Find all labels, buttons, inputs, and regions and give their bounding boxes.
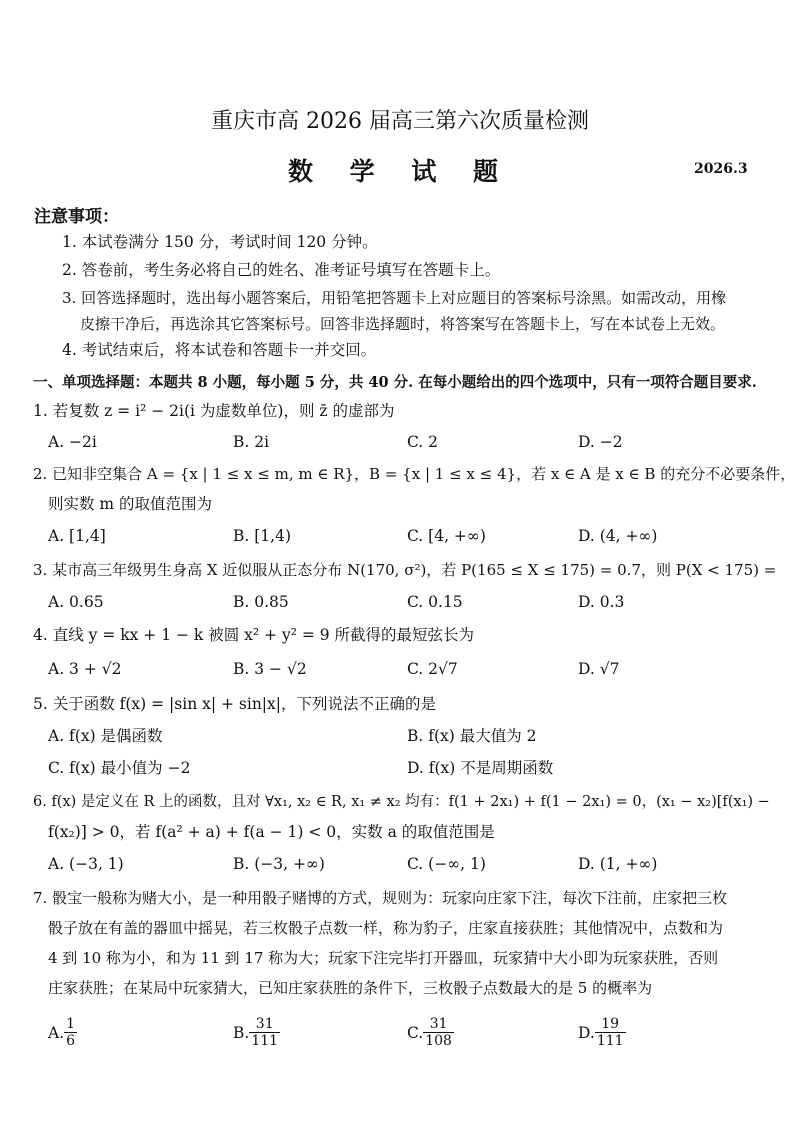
denominator: 111 xyxy=(251,1033,279,1049)
notice-item: 1. 本试卷满分 150 分，考试时间 120 分钟。 xyxy=(62,233,378,251)
option-letter: D. xyxy=(578,1023,595,1042)
q1-option-b: B. 2i xyxy=(233,433,270,451)
exam-date: 2026.3 xyxy=(694,161,748,177)
option-letter: C. xyxy=(407,1023,424,1042)
q4-option-d: D. √7 xyxy=(578,660,620,678)
q7-option-a xyxy=(48,1016,77,1049)
notice-item: 皮擦干净后，再选涂其它答案标号。回答非选择题时，将答案写在答题卡上，写在本试卷上无效。 xyxy=(80,315,726,333)
numerator: 19 xyxy=(595,1016,626,1033)
question-6-line-2: f(x₂)] > 0，若 f(a² + a) + f(a − 1) < 0，实数 a 的取值范围是 xyxy=(48,823,495,841)
question-5: 5. 关于函数 f(x) = |sin x| + sin|x|，下列说法不正确的是 xyxy=(33,695,436,713)
question-3: 3. 某市高三年级男生身高 X 近似服从正态分布 N(170, σ²)，若 P(165 ≤ X ≤ 175) = 0.7，则 P(X < 175) = xyxy=(33,561,777,579)
fraction xyxy=(595,1016,626,1049)
question-7-line-4: 庄家获胜；在某局中玩家猜大，已知庄家获胜的条件下，三枚骰子点数最大的是 5 的概率为 xyxy=(48,979,653,997)
q2-option-d: D. (4, +∞) xyxy=(578,527,658,545)
fraction xyxy=(64,1016,77,1049)
numerator: 31 xyxy=(249,1016,280,1033)
q1-option-d: D. −2 xyxy=(578,433,623,451)
q5-option-a: A. f(x) 是偶函数 xyxy=(48,727,163,745)
q6-option-c: C. (−∞, 1) xyxy=(407,855,486,873)
q2-option-a: A. [1,4] xyxy=(48,527,106,545)
q2-option-b: B. [1,4) xyxy=(233,527,291,545)
q3-option-c: C. 0.15 xyxy=(407,593,463,611)
denominator: 6 xyxy=(66,1033,76,1049)
question-4: 4. 直线 y = kx + 1 − k 被圆 x² + y² = 9 所截得的最短弦长为 xyxy=(33,626,475,644)
option-letter: B. xyxy=(233,1023,250,1042)
question-6: 6. f(x) 是定义在 R 上的函数，且对 ∀x₁, x₂ ∈ R, x₁ ≠ x₂ 均有：f(1 + 2x₁) + f(1 − 2x₁) = 0，(x₁ − x₂)[f(x₁) − xyxy=(33,794,770,810)
numerator: 1 xyxy=(66,1016,76,1032)
fraction xyxy=(423,1016,454,1049)
q2-option-c: C. [4, +∞) xyxy=(407,527,486,545)
q5-option-b: B. f(x) 最大值为 2 xyxy=(407,727,537,745)
notice-item: 2. 答卷前，考生务必将自己的姓名、准考证号填写在答题卡上。 xyxy=(62,261,501,279)
section-heading: 一、单项选择题：本题共 8 小题，每小题 5 分，共 40 分. 在每小题给出的四个选项中，只有一项符合题目要求. xyxy=(33,374,757,391)
q7-option-d xyxy=(578,1016,626,1049)
q6-option-d: D. (1, +∞) xyxy=(578,855,658,873)
notice-item: 4. 考试结束后，将本试卷和答题卡一并交回。 xyxy=(62,341,377,359)
q4-option-a: A. 3 + √2 xyxy=(48,660,122,678)
numerator: 31 xyxy=(423,1016,454,1033)
q6-option-a: A. (−3, 1) xyxy=(48,855,124,873)
denominator: 108 xyxy=(425,1033,452,1049)
question-7: 7. 骰宝一般称为赌大小，是一种用骰子赌博的方式，规则为：玩家向庄家下注，每次下注前，庄家把三枚 xyxy=(33,889,728,907)
q3-option-d: D. 0.3 xyxy=(578,593,625,611)
q7-option-c xyxy=(407,1016,454,1049)
q7-option-b xyxy=(233,1016,280,1049)
notice-heading: 注意事项： xyxy=(34,207,119,227)
question-7-line-3: 4 到 10 称为小，和为 11 到 17 称为大；玩家下注完毕打开器皿，玩家猜中大小即为玩家获胜，否则 xyxy=(48,949,719,967)
q4-option-c: C. 2√7 xyxy=(407,660,458,678)
question-7-line-2: 骰子放在有盖的器皿中摇晃，若三枚骰子点数一样，称为豹子，庄家直接获胜；其他情况中，点数和为 xyxy=(48,919,724,937)
q5-option-d: D. f(x) 不是周期函数 xyxy=(407,759,554,777)
question-1: 1. 若复数 z = i² − 2i(i 为虚数单位)，则 z̄ 的虚部为 xyxy=(33,402,395,420)
q3-option-b: B. 0.85 xyxy=(233,593,289,611)
exam-subject: 数 学 试 题 xyxy=(287,157,513,186)
q5-option-c: C. f(x) 最小值为 −2 xyxy=(48,759,191,777)
question-2-line-2: 则实数 m 的取值范围为 xyxy=(48,495,213,513)
option-letter: A. xyxy=(48,1023,65,1042)
exam-title: 重庆市高 2026 届高三第六次质量检测 xyxy=(211,109,589,134)
denominator: 111 xyxy=(596,1033,624,1049)
q3-option-a: A. 0.65 xyxy=(48,593,104,611)
q1-option-a: A. −2i xyxy=(48,433,97,451)
notice-item: 3. 回答选择题时，选出每小题答案后，用铅笔把答题卡上对应题目的答案标号涂黑。如需改动，用橡 xyxy=(62,289,727,307)
fraction xyxy=(249,1016,280,1049)
question-2: 2. 已知非空集合 A = {x | 1 ≤ x ≤ m, m ∈ R}，B = {x | 1 ≤ x ≤ 4}，若 x ∈ A 是 x ∈ B 的充分不必要条件， xyxy=(33,465,796,483)
q4-option-b: B. 3 − √2 xyxy=(233,660,307,678)
q1-option-c: C. 2 xyxy=(407,433,439,451)
q6-option-b: B. (−3, +∞) xyxy=(233,855,325,873)
